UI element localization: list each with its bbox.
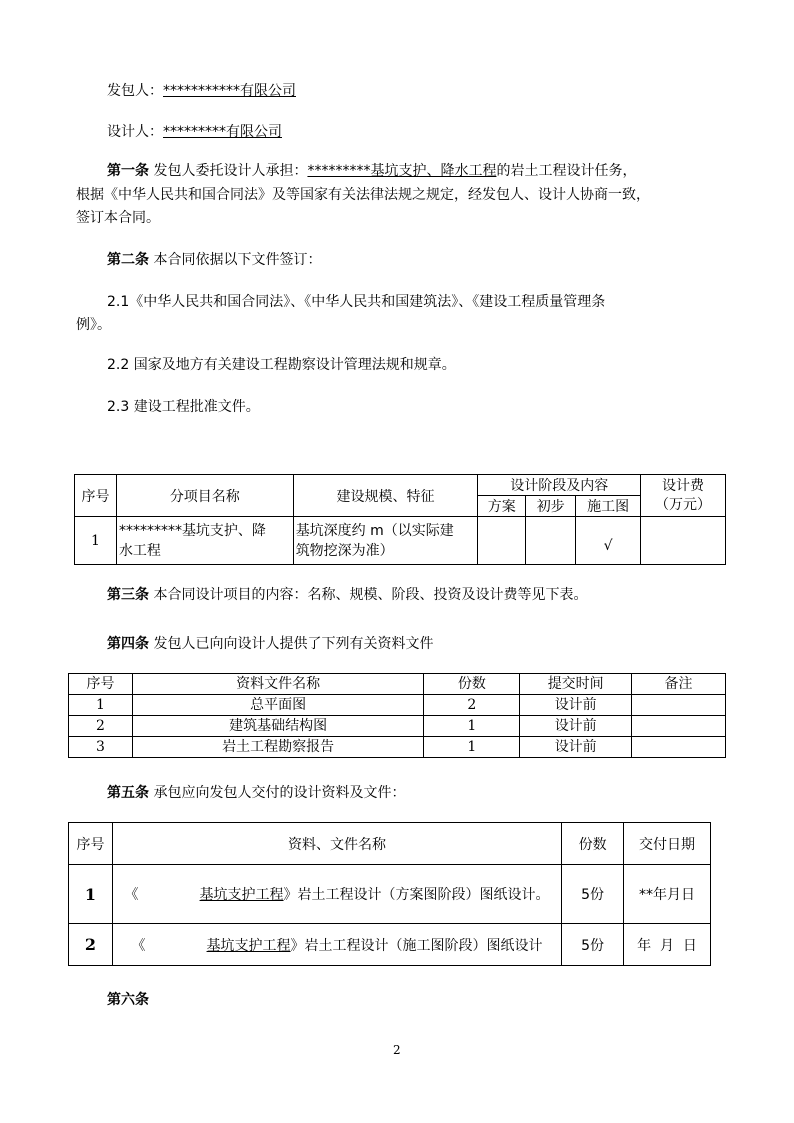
table-row <box>69 865 711 924</box>
designer-label: 设计人： <box>107 124 163 140</box>
t1-row-prelim <box>526 517 576 565</box>
article2-line <box>107 249 321 269</box>
t2-header-copies: 份数 <box>424 674 520 695</box>
table-row <box>69 716 726 737</box>
t3-header-seq: 序号 <box>69 823 113 865</box>
t3-row-name <box>112 924 561 966</box>
article2-item2: 2.2 国家及地方有关建设工程勘察设计管理法规和规章。 <box>107 357 456 373</box>
t1-header-name: 分项目名称 <box>116 475 293 517</box>
employer-label: 发包人： <box>107 83 163 99</box>
article2-item1-line2: 例》。 <box>76 317 111 333</box>
t3-row-open: 《 <box>124 887 139 903</box>
t2-row-seq: 3 <box>69 737 133 758</box>
employer-line <box>107 80 346 100</box>
t1-row-fee <box>641 517 726 565</box>
t1-header-scale: 建设规模、特征 <box>293 475 478 517</box>
deliverables-table <box>68 822 711 966</box>
t1-header-seq: 序号 <box>75 475 117 517</box>
t1-row-scheme <box>478 517 526 565</box>
t3-row-project-name: 基坑支护工程 <box>199 887 284 903</box>
t1-row-scale-line2: 筑物挖深为准） <box>295 542 394 559</box>
t2-row-time: 设计前 <box>520 737 632 758</box>
t2-row-note <box>632 737 726 758</box>
article1-text-c: 的岩土工程设计任务， <box>496 163 637 179</box>
t3-header-copies: 份数 <box>562 823 624 865</box>
article5-line <box>107 782 405 802</box>
t2-row-copies: 1 <box>424 716 520 737</box>
t2-row-seq: 1 <box>69 695 133 716</box>
t3-row-seq: 1 <box>69 865 113 924</box>
t1-row-name-line2: 水工程 <box>118 542 161 559</box>
t1-row-scale <box>293 517 478 565</box>
t2-header-note: 备注 <box>632 674 726 695</box>
t1-row-check-mark: √ <box>576 517 641 565</box>
article4-line <box>107 633 433 653</box>
t2-row-name: 岩土工程勘察报告 <box>132 737 424 758</box>
article6-title: 第六条 <box>107 992 149 1008</box>
t2-header-name: 资料文件名称 <box>132 674 424 695</box>
article1-title: 第一条 <box>107 163 149 179</box>
t1-row-name-line1: *********基坑支护、降 <box>118 522 266 539</box>
article1-line2: 根据《中华人民共和国合同法》及等国家有关法律法规之规定，经发包人、设计人协商一致， <box>76 187 650 203</box>
t3-row-project-name: 基坑支护工程 <box>206 937 291 954</box>
t3-header-name: 资料、文件名称 <box>112 823 561 865</box>
t3-row-rest: 》岩土工程设计（施工图阶段）图纸设计 <box>290 937 543 954</box>
design-items-table <box>74 474 726 565</box>
article2-text: 本合同依据以下文件签订： <box>153 252 322 268</box>
article2-item3: 2.3 建设工程批准文件。 <box>107 399 260 415</box>
t3-row-copies: 5份 <box>562 865 624 924</box>
t2-row-time: 设计前 <box>520 716 632 737</box>
t1-header-fee-line2: （万元） <box>655 496 712 513</box>
t3-row-date: **年月日 <box>624 865 711 924</box>
t1-header-fee-line1: 设计费 <box>662 477 705 494</box>
article5-text: 承包应向发包人交付的设计资料及文件： <box>153 785 406 801</box>
t1-header-phase-construction: 施工图 <box>576 496 641 517</box>
article1-text-a: 发包人委托设计人承担： <box>153 163 308 179</box>
article3-line <box>107 584 587 604</box>
t3-header-date: 交付日期 <box>624 823 711 865</box>
t2-row-seq: 2 <box>69 716 133 737</box>
table-row <box>69 737 726 758</box>
t3-row-rest: 》岩土工程设计（方案图阶段）图纸设计。 <box>283 887 550 903</box>
article2-item1-line1: 2.1《中华人民共和国合同法》、《中华人民共和国建筑法》、《建设工程质量管理条 <box>107 294 606 310</box>
designer-line <box>107 121 313 141</box>
article6-line <box>107 989 149 1009</box>
t3-row-copies: 5份 <box>562 924 624 966</box>
article2-title: 第二条 <box>107 252 149 268</box>
t3-row-open: 《 <box>131 937 146 954</box>
article4-text: 发包人已向向设计人提供了下列有关资料文件 <box>153 636 434 652</box>
article1-line1 <box>107 160 636 180</box>
page-number: 2 <box>393 1043 401 1057</box>
t2-row-note <box>632 716 726 737</box>
t1-header-phase: 设计阶段及内容 <box>478 475 641 496</box>
t1-row-seq: 1 <box>75 517 117 565</box>
employer-value: ***********有限公司 <box>163 83 296 99</box>
article1-line3: 签订本合同。 <box>76 210 160 226</box>
t1-header-phase-prelim: 初步 <box>526 496 576 517</box>
t3-row-name <box>112 865 561 924</box>
article1-project: *********基坑支护、降水工程 <box>307 163 497 179</box>
table-row <box>69 924 711 966</box>
t2-row-time: 设计前 <box>520 695 632 716</box>
t1-header-fee <box>641 475 726 517</box>
article3-title: 第三条 <box>107 587 149 603</box>
t3-row-date: 年 月 日 <box>624 924 711 966</box>
article5-title: 第五条 <box>107 785 149 801</box>
t1-row-name <box>116 517 293 565</box>
t2-row-note <box>632 695 726 716</box>
t1-header-phase-scheme: 方案 <box>478 496 526 517</box>
provided-documents-table <box>68 673 726 758</box>
article3-text: 本合同设计项目的内容：名称、规模、阶段、投资及设计费等见下表。 <box>153 587 588 603</box>
table-row <box>69 695 726 716</box>
t2-row-copies: 1 <box>424 737 520 758</box>
t2-row-name: 建筑基础结构图 <box>132 716 424 737</box>
t2-header-time: 提交时间 <box>520 674 632 695</box>
t2-row-copies: 2 <box>424 695 520 716</box>
t3-row-seq: 2 <box>69 924 113 966</box>
t2-row-name: 总平面图 <box>132 695 424 716</box>
article4-title: 第四条 <box>107 636 149 652</box>
t2-header-seq: 序号 <box>69 674 133 695</box>
designer-value: *********有限公司 <box>163 124 282 140</box>
t1-row-scale-line1: 基坑深度约 m（以实际建 <box>295 522 454 539</box>
